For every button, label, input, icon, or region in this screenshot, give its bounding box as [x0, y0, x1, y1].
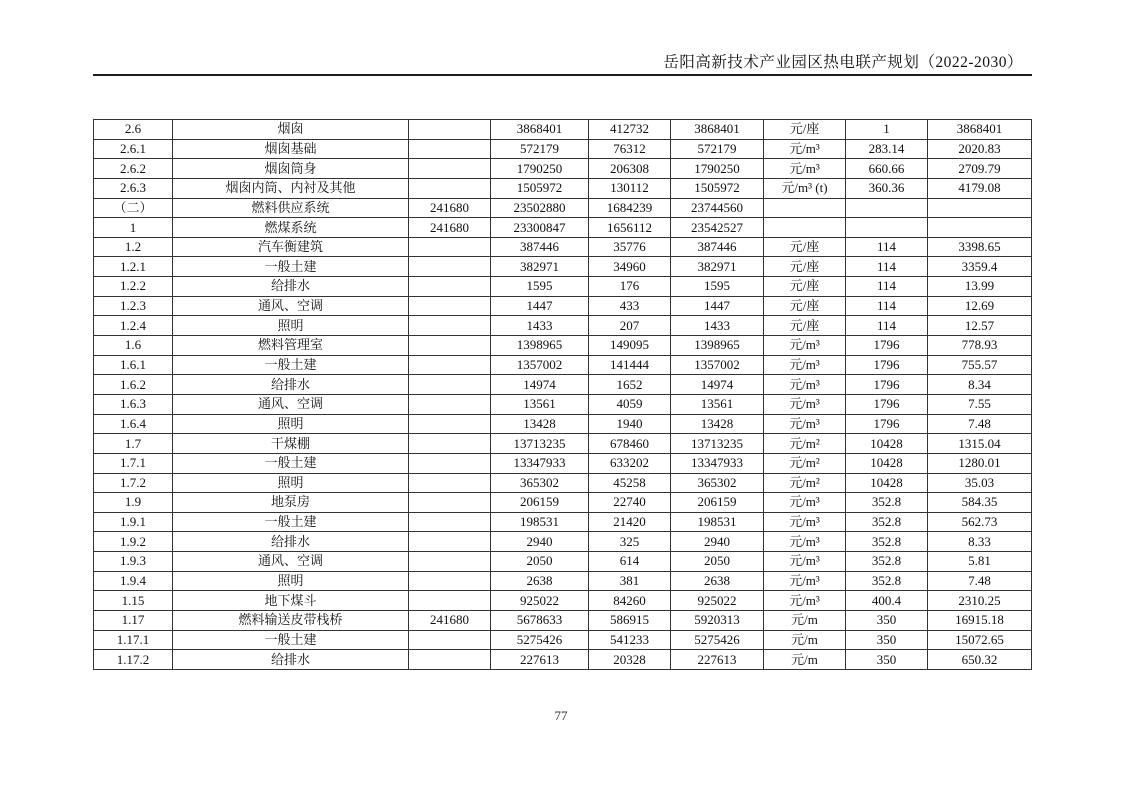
- cell-unit-quantity: 114: [846, 296, 928, 316]
- cell-cost-total: 1505972: [671, 178, 764, 198]
- cell-cost-b: 176: [589, 277, 671, 297]
- cell-quantity-a: [409, 316, 491, 336]
- cell-unit-cost-index: 12.57: [928, 316, 1032, 336]
- cell-unit-quantity: 114: [846, 277, 928, 297]
- cell-cost-total: 5275426: [671, 630, 764, 650]
- cell-serial-number: 1.2: [94, 237, 173, 257]
- cell-cost-a: 198531: [491, 512, 589, 532]
- cell-serial-number: 1.15: [94, 591, 173, 611]
- cell-serial-number: 1.17.2: [94, 650, 173, 670]
- cell-unit: [764, 198, 846, 218]
- cell-quantity-a: [409, 571, 491, 591]
- cell-item-name: 燃料管理室: [173, 336, 409, 356]
- table-row: [94, 355, 1032, 375]
- cell-cost-a: 1790250: [491, 159, 589, 179]
- cell-cost-a: 2050: [491, 552, 589, 572]
- cell-serial-number: 1.9.3: [94, 552, 173, 572]
- cell-quantity-a: [409, 630, 491, 650]
- page-number: 77: [554, 708, 568, 723]
- table-row: [94, 277, 1032, 297]
- cell-quantity-a: [409, 178, 491, 198]
- cell-unit-cost-index: 7.48: [928, 571, 1032, 591]
- table-row: [94, 296, 1032, 316]
- cell-cost-total: 1433: [671, 316, 764, 336]
- cell-unit-cost-index: 5.81: [928, 552, 1032, 572]
- cell-unit-cost-index: [928, 198, 1032, 218]
- cell-item-name: 一般土建: [173, 355, 409, 375]
- cell-cost-b: 207: [589, 316, 671, 336]
- table-row: [94, 493, 1032, 513]
- cell-unit: 元/m³: [764, 493, 846, 513]
- cell-unit: [764, 218, 846, 238]
- cell-cost-b: 1684239: [589, 198, 671, 218]
- cell-unit-quantity: 350: [846, 650, 928, 670]
- cell-unit-cost-index: 16915.18: [928, 611, 1032, 631]
- cell-quantity-a: [409, 394, 491, 414]
- cell-unit: 元/座: [764, 237, 846, 257]
- cell-item-name: 燃料输送皮带栈桥: [173, 611, 409, 631]
- cell-unit-cost-index: 562.73: [928, 512, 1032, 532]
- cell-cost-total: 1595: [671, 277, 764, 297]
- table-row: [94, 139, 1032, 159]
- cell-serial-number: 1.2.2: [94, 277, 173, 297]
- cell-serial-number: 1.2.3: [94, 296, 173, 316]
- cell-cost-a: 387446: [491, 237, 589, 257]
- cell-unit-cost-index: 3359.4: [928, 257, 1032, 277]
- cell-unit: 元/m³: [764, 532, 846, 552]
- cell-cost-a: 2940: [491, 532, 589, 552]
- cell-serial-number: 2.6.2: [94, 159, 173, 179]
- cell-item-name: 烟囱基础: [173, 139, 409, 159]
- cell-unit-quantity: 352.8: [846, 571, 928, 591]
- table-row: [94, 120, 1032, 140]
- cell-serial-number: 1.7: [94, 434, 173, 454]
- cell-item-name: 通风、空调: [173, 394, 409, 414]
- cell-cost-total: 2638: [671, 571, 764, 591]
- cell-unit-quantity: 10428: [846, 453, 928, 473]
- cell-cost-b: 149095: [589, 336, 671, 356]
- table-row: [94, 611, 1032, 631]
- cell-unit-cost-index: 778.93: [928, 336, 1032, 356]
- cell-cost-total: 3868401: [671, 120, 764, 140]
- cell-serial-number: 1.6.1: [94, 355, 173, 375]
- table-row: [94, 650, 1032, 670]
- cell-unit-cost-index: 8.34: [928, 375, 1032, 395]
- cell-quantity-a: [409, 139, 491, 159]
- cell-item-name: 通风、空调: [173, 296, 409, 316]
- cell-unit: 元/m: [764, 630, 846, 650]
- cell-serial-number: 1.6.3: [94, 394, 173, 414]
- cell-item-name: 地下煤斗: [173, 591, 409, 611]
- cell-cost-b: 21420: [589, 512, 671, 532]
- cell-serial-number: 1.6.4: [94, 414, 173, 434]
- table-row: [94, 630, 1032, 650]
- cell-quantity-a: [409, 296, 491, 316]
- cell-unit-quantity: 1796: [846, 375, 928, 395]
- cell-serial-number: 1.9.2: [94, 532, 173, 552]
- cell-unit-quantity: 352.8: [846, 532, 928, 552]
- cell-unit: 元/m³: [764, 139, 846, 159]
- cell-item-name: 给排水: [173, 375, 409, 395]
- cell-quantity-a: [409, 375, 491, 395]
- cell-unit: 元/m²: [764, 473, 846, 493]
- cell-cost-b: 84260: [589, 591, 671, 611]
- cell-unit-quantity: 10428: [846, 434, 928, 454]
- cell-serial-number: 1.2.1: [94, 257, 173, 277]
- table-row: [94, 532, 1032, 552]
- cell-unit-quantity: [846, 198, 928, 218]
- cell-unit: 元/m³: [764, 571, 846, 591]
- cell-item-name: 照明: [173, 571, 409, 591]
- cell-quantity-a: [409, 650, 491, 670]
- cell-quantity-a: [409, 257, 491, 277]
- cell-unit: 元/m³: [764, 336, 846, 356]
- cell-cost-total: 13347933: [671, 453, 764, 473]
- cell-cost-b: 4059: [589, 394, 671, 414]
- cell-cost-b: 76312: [589, 139, 671, 159]
- cell-cost-a: 23300847: [491, 218, 589, 238]
- cell-item-name: 通风、空调: [173, 552, 409, 572]
- cell-cost-total: 13428: [671, 414, 764, 434]
- cell-cost-b: 381: [589, 571, 671, 591]
- cell-cost-b: 678460: [589, 434, 671, 454]
- cell-cost-b: 141444: [589, 355, 671, 375]
- table-row: [94, 178, 1032, 198]
- cell-unit-quantity: 10428: [846, 473, 928, 493]
- cell-unit-cost-index: 584.35: [928, 493, 1032, 513]
- cell-unit-quantity: 660.66: [846, 159, 928, 179]
- cell-cost-total: 198531: [671, 512, 764, 532]
- cell-cost-a: 1447: [491, 296, 589, 316]
- table-row: [94, 414, 1032, 434]
- cell-cost-total: 13713235: [671, 434, 764, 454]
- cell-quantity-a: [409, 336, 491, 356]
- table-row: [94, 512, 1032, 532]
- cell-unit-cost-index: 7.55: [928, 394, 1032, 414]
- cell-cost-a: 23502880: [491, 198, 589, 218]
- table-row: [94, 218, 1032, 238]
- cell-cost-a: 14974: [491, 375, 589, 395]
- cell-cost-b: 206308: [589, 159, 671, 179]
- cell-unit-cost-index: 15072.65: [928, 630, 1032, 650]
- cell-unit-quantity: 283.14: [846, 139, 928, 159]
- cell-serial-number: 1.9: [94, 493, 173, 513]
- cell-serial-number: （二）: [94, 198, 173, 218]
- cell-cost-total: 23542527: [671, 218, 764, 238]
- table-row: [94, 257, 1032, 277]
- cell-cost-total: 227613: [671, 650, 764, 670]
- cell-unit-cost-index: [928, 218, 1032, 238]
- cell-cost-total: 5920313: [671, 611, 764, 631]
- cell-item-name: 给排水: [173, 277, 409, 297]
- cell-quantity-a: [409, 512, 491, 532]
- cell-cost-b: 433: [589, 296, 671, 316]
- cell-unit: 元/m: [764, 611, 846, 631]
- cell-quantity-a: [409, 355, 491, 375]
- cell-unit-cost-index: 35.03: [928, 473, 1032, 493]
- cell-unit-cost-index: 755.57: [928, 355, 1032, 375]
- cost-table-body: [94, 120, 1032, 670]
- cell-cost-total: 925022: [671, 591, 764, 611]
- cell-unit: 元/m²: [764, 453, 846, 473]
- cell-serial-number: 2.6: [94, 120, 173, 140]
- table-row: [94, 198, 1032, 218]
- cell-cost-total: 2050: [671, 552, 764, 572]
- cell-unit-quantity: 114: [846, 257, 928, 277]
- table-row: [94, 375, 1032, 395]
- cell-serial-number: 1.17.1: [94, 630, 173, 650]
- cell-unit-cost-index: 2020.83: [928, 139, 1032, 159]
- cell-cost-b: 586915: [589, 611, 671, 631]
- cell-cost-a: 206159: [491, 493, 589, 513]
- cell-quantity-a: 241680: [409, 611, 491, 631]
- cell-serial-number: 2.6.3: [94, 178, 173, 198]
- table-row: [94, 552, 1032, 572]
- cell-serial-number: 2.6.1: [94, 139, 173, 159]
- cell-item-name: 烟囱内筒、内衬及其他: [173, 178, 409, 198]
- cell-cost-a: 227613: [491, 650, 589, 670]
- table-row: [94, 434, 1032, 454]
- cell-unit: 元/m: [764, 650, 846, 670]
- cell-cost-b: 130112: [589, 178, 671, 198]
- cell-item-name: 照明: [173, 316, 409, 336]
- cell-cost-total: 387446: [671, 237, 764, 257]
- cell-quantity-a: [409, 159, 491, 179]
- document-header-title: 岳阳高新技术产业园区热电联产规划（2022-2030）: [663, 54, 1023, 71]
- cell-quantity-a: [409, 434, 491, 454]
- cell-cost-b: 541233: [589, 630, 671, 650]
- cell-cost-b: 325: [589, 532, 671, 552]
- cell-item-name: 一般土建: [173, 512, 409, 532]
- cell-unit-quantity: 1796: [846, 336, 928, 356]
- cell-cost-total: 1398965: [671, 336, 764, 356]
- cell-unit: 元/座: [764, 257, 846, 277]
- cell-item-name: 给排水: [173, 650, 409, 670]
- cell-cost-a: 5678633: [491, 611, 589, 631]
- cell-unit: 元/座: [764, 316, 846, 336]
- cell-cost-a: 1357002: [491, 355, 589, 375]
- cell-quantity-a: 241680: [409, 198, 491, 218]
- cell-unit-quantity: 352.8: [846, 552, 928, 572]
- cell-cost-a: 13561: [491, 394, 589, 414]
- cell-item-name: 汽车衡建筑: [173, 237, 409, 257]
- cell-cost-total: 382971: [671, 257, 764, 277]
- cell-quantity-a: [409, 414, 491, 434]
- cell-unit: 元/m³: [764, 591, 846, 611]
- cell-quantity-a: [409, 453, 491, 473]
- cell-unit-quantity: 350: [846, 630, 928, 650]
- cell-unit-quantity: [846, 218, 928, 238]
- cell-quantity-a: [409, 473, 491, 493]
- table-row: [94, 571, 1032, 591]
- cell-unit-cost-index: 2310.25: [928, 591, 1032, 611]
- cell-serial-number: 1.6.2: [94, 375, 173, 395]
- cell-unit-cost-index: 4179.08: [928, 178, 1032, 198]
- cell-unit: 元/座: [764, 296, 846, 316]
- cell-item-name: 一般土建: [173, 630, 409, 650]
- cell-serial-number: 1: [94, 218, 173, 238]
- cell-cost-a: 13713235: [491, 434, 589, 454]
- cell-unit: 元/m³: [764, 355, 846, 375]
- cell-cost-b: 1656112: [589, 218, 671, 238]
- cell-cost-a: 382971: [491, 257, 589, 277]
- cell-unit: 元/m³: [764, 552, 846, 572]
- cell-quantity-a: [409, 237, 491, 257]
- cell-unit-quantity: 352.8: [846, 512, 928, 532]
- cell-serial-number: 1.9.4: [94, 571, 173, 591]
- cell-unit-quantity: 114: [846, 316, 928, 336]
- cell-unit-quantity: 350: [846, 611, 928, 631]
- table-row: [94, 316, 1032, 336]
- cell-item-name: 地泵房: [173, 493, 409, 513]
- cell-cost-a: 13428: [491, 414, 589, 434]
- cell-cost-total: 13561: [671, 394, 764, 414]
- cell-item-name: 烟囱: [173, 120, 409, 140]
- cell-unit-quantity: 1796: [846, 414, 928, 434]
- cell-unit-quantity: 114: [846, 237, 928, 257]
- cell-unit-quantity: 400.4: [846, 591, 928, 611]
- table-row: [94, 159, 1032, 179]
- cell-item-name: 燃料供应系统: [173, 198, 409, 218]
- cell-cost-total: 1790250: [671, 159, 764, 179]
- cell-quantity-a: 241680: [409, 218, 491, 238]
- cell-item-name: 照明: [173, 473, 409, 493]
- cell-unit: 元/m³: [764, 512, 846, 532]
- cell-quantity-a: [409, 552, 491, 572]
- cell-unit-cost-index: 2709.79: [928, 159, 1032, 179]
- cell-cost-total: 206159: [671, 493, 764, 513]
- cell-item-name: 照明: [173, 414, 409, 434]
- cell-cost-a: 5275426: [491, 630, 589, 650]
- cell-unit-cost-index: 12.69: [928, 296, 1032, 316]
- cell-cost-a: 1433: [491, 316, 589, 336]
- cell-unit-cost-index: 650.32: [928, 650, 1032, 670]
- table-row: [94, 336, 1032, 356]
- cell-cost-a: 925022: [491, 591, 589, 611]
- cell-cost-total: 365302: [671, 473, 764, 493]
- cost-estimate-table: [93, 119, 1032, 670]
- cell-serial-number: 1.7.1: [94, 453, 173, 473]
- table-row: [94, 394, 1032, 414]
- cell-cost-b: 1940: [589, 414, 671, 434]
- cell-cost-total: 14974: [671, 375, 764, 395]
- cell-unit-cost-index: 3398.65: [928, 237, 1032, 257]
- cell-unit-cost-index: 1315.04: [928, 434, 1032, 454]
- cell-cost-b: 22740: [589, 493, 671, 513]
- cell-cost-b: 20328: [589, 650, 671, 670]
- cell-item-name: 燃煤系统: [173, 218, 409, 238]
- cell-item-name: 烟囱筒身: [173, 159, 409, 179]
- cell-unit: 元/m³: [764, 159, 846, 179]
- cell-cost-b: 614: [589, 552, 671, 572]
- cell-unit: 元/m³: [764, 414, 846, 434]
- cell-cost-a: 572179: [491, 139, 589, 159]
- cell-cost-b: 45258: [589, 473, 671, 493]
- cell-cost-a: 1595: [491, 277, 589, 297]
- cell-cost-total: 23744560: [671, 198, 764, 218]
- cell-unit-quantity: 1796: [846, 355, 928, 375]
- cell-unit-quantity: 1: [846, 120, 928, 140]
- cell-quantity-a: [409, 277, 491, 297]
- cell-cost-total: 1357002: [671, 355, 764, 375]
- cell-unit-quantity: 352.8: [846, 493, 928, 513]
- cell-cost-a: 13347933: [491, 453, 589, 473]
- cell-cost-total: 572179: [671, 139, 764, 159]
- cell-quantity-a: [409, 532, 491, 552]
- cell-unit-quantity: 1796: [846, 394, 928, 414]
- cell-unit: 元/座: [764, 120, 846, 140]
- header-rule: [93, 74, 1032, 76]
- cell-unit-cost-index: 7.48: [928, 414, 1032, 434]
- cell-cost-a: 2638: [491, 571, 589, 591]
- cell-cost-total: 1447: [671, 296, 764, 316]
- cell-unit-cost-index: 3868401: [928, 120, 1032, 140]
- cell-serial-number: 1.7.2: [94, 473, 173, 493]
- cell-unit: 元/m³: [764, 394, 846, 414]
- cell-serial-number: 1.2.4: [94, 316, 173, 336]
- cell-item-name: 干煤棚: [173, 434, 409, 454]
- cell-cost-a: 3868401: [491, 120, 589, 140]
- cell-unit-cost-index: 8.33: [928, 532, 1032, 552]
- cell-serial-number: 1.9.1: [94, 512, 173, 532]
- cell-unit: 元/座: [764, 277, 846, 297]
- cell-cost-a: 1505972: [491, 178, 589, 198]
- cell-quantity-a: [409, 591, 491, 611]
- cell-unit: 元/m³: [764, 375, 846, 395]
- cell-item-name: 给排水: [173, 532, 409, 552]
- cell-serial-number: 1.6: [94, 336, 173, 356]
- cell-serial-number: 1.17: [94, 611, 173, 631]
- table-row: [94, 591, 1032, 611]
- cell-item-name: 一般土建: [173, 453, 409, 473]
- cell-cost-a: 365302: [491, 473, 589, 493]
- table-row: [94, 237, 1032, 257]
- cell-cost-b: 633202: [589, 453, 671, 473]
- cell-unit-quantity: 360.36: [846, 178, 928, 198]
- table-row: [94, 473, 1032, 493]
- cell-unit-cost-index: 13.99: [928, 277, 1032, 297]
- cell-unit: 元/m³ (t): [764, 178, 846, 198]
- cell-quantity-a: [409, 120, 491, 140]
- cell-quantity-a: [409, 493, 491, 513]
- cell-cost-b: 35776: [589, 237, 671, 257]
- cell-unit-cost-index: 1280.01: [928, 453, 1032, 473]
- cell-unit: 元/m²: [764, 434, 846, 454]
- table-row: [94, 453, 1032, 473]
- cell-cost-b: 34960: [589, 257, 671, 277]
- cell-cost-b: 412732: [589, 120, 671, 140]
- cell-cost-b: 1652: [589, 375, 671, 395]
- cell-item-name: 一般土建: [173, 257, 409, 277]
- cell-cost-total: 2940: [671, 532, 764, 552]
- cell-cost-a: 1398965: [491, 336, 589, 356]
